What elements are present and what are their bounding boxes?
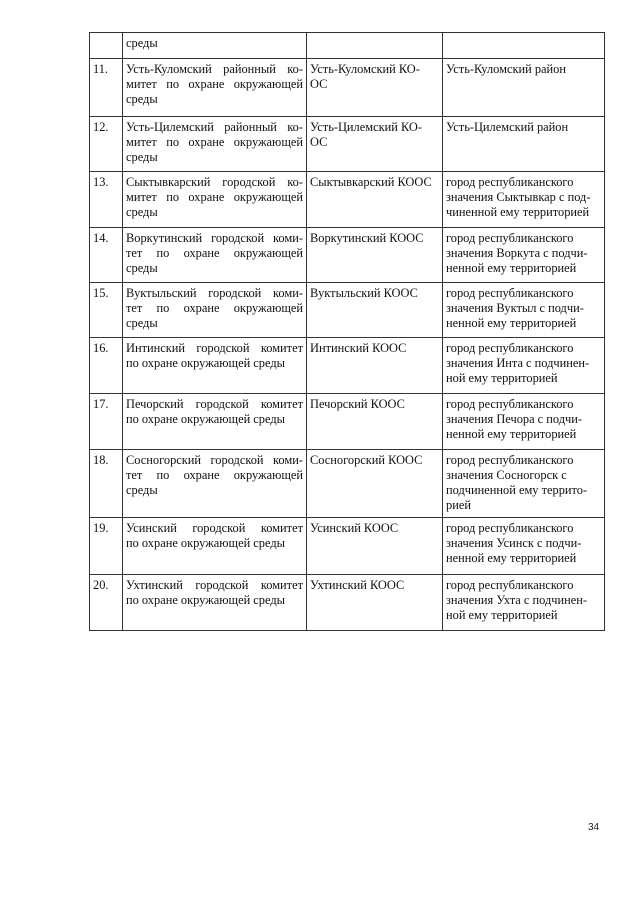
table-row xyxy=(90,33,605,59)
table-row xyxy=(90,394,605,450)
territory-cell xyxy=(443,117,605,172)
committee-name-line: Сыктывкарский городской ко- xyxy=(126,175,303,189)
committee-abbreviation-line: Сосногорский КООС xyxy=(310,453,423,467)
committee-abbreviation-cell xyxy=(307,518,443,575)
committee-abbreviation-line: Воркутинский КООС xyxy=(310,231,424,245)
row-number-cell xyxy=(90,59,123,117)
committee-name-line: тет по охране окружающей xyxy=(126,301,303,315)
territory-line: ненной ему территорией xyxy=(446,316,577,330)
committee-name-cell xyxy=(123,450,307,518)
territory-line: рией xyxy=(446,498,471,512)
row-number: 12. xyxy=(93,120,109,134)
territory-line: город республиканского xyxy=(446,453,574,467)
territory-cell xyxy=(443,394,605,450)
row-number-cell xyxy=(90,228,123,283)
table-row xyxy=(90,172,605,228)
committee-abbreviation-cell xyxy=(307,575,443,631)
row-number-cell xyxy=(90,33,123,59)
committee-abbreviation-cell xyxy=(307,228,443,283)
committee-name-line: митет по охране окружающей xyxy=(126,135,303,149)
committee-name-line: по охране окружающей среды xyxy=(126,593,285,607)
committee-name-line: Ухтинский городской комитет xyxy=(126,578,303,592)
committee-name-line: среды xyxy=(126,316,158,330)
committee-name-cell xyxy=(123,33,307,59)
territory-cell xyxy=(443,59,605,117)
committee-name-cell xyxy=(123,117,307,172)
committee-name-cell xyxy=(123,518,307,575)
committee-name-line: Усинский городской комитет xyxy=(126,521,303,535)
table-row xyxy=(90,283,605,338)
territory-line: значения Усинск с подчи- xyxy=(446,536,582,550)
territory-line: значения Сосногорск с xyxy=(446,468,567,482)
territory-line: город республиканского xyxy=(446,521,574,535)
territory-line: значения Инта с подчинен- xyxy=(446,356,590,370)
committee-abbreviation-line: Усть-Куломский КО- xyxy=(310,62,420,76)
table-row xyxy=(90,59,605,117)
row-number: 16. xyxy=(93,341,109,355)
page-number: 34 xyxy=(588,822,600,833)
territory-line: значения Ухта с подчинен- xyxy=(446,593,588,607)
committee-name-line: митет по охране окружающей xyxy=(126,77,303,91)
committee-abbreviation-cell xyxy=(307,172,443,228)
committee-abbreviation-cell xyxy=(307,394,443,450)
committee-abbreviation-cell xyxy=(307,338,443,394)
committee-name-line: Вуктыльский городской коми- xyxy=(126,286,303,300)
committee-name-line: Усть-Куломский районный ко- xyxy=(126,62,303,76)
row-number: 18. xyxy=(93,453,109,467)
committee-abbreviation-cell xyxy=(307,117,443,172)
committee-abbreviation-line: Интинский КООС xyxy=(310,341,407,355)
committee-name-line: среды xyxy=(126,205,158,219)
territory-line: чиненной ему территорией xyxy=(446,205,590,219)
committee-name-cell xyxy=(123,228,307,283)
territory-line: значения Печора с подчи- xyxy=(446,412,583,426)
territory-line: ненной ему территорией xyxy=(446,261,577,275)
committee-name-line: среды xyxy=(126,483,158,497)
table-row xyxy=(90,228,605,283)
territory-cell xyxy=(443,338,605,394)
territory-line: ной ему территорией xyxy=(446,371,558,385)
committee-name-cell xyxy=(123,59,307,117)
committee-name-cell xyxy=(123,394,307,450)
committee-table-body xyxy=(90,33,605,631)
committee-name-line: тет по охране окружающей xyxy=(126,468,303,482)
territory-line: Усть-Цилемский район xyxy=(446,120,569,134)
committee-abbreviation-cell xyxy=(307,33,443,59)
territory-cell xyxy=(443,172,605,228)
committee-name-line: Сосногорский городской коми- xyxy=(126,453,303,467)
territory-cell xyxy=(443,228,605,283)
row-number-cell xyxy=(90,575,123,631)
territory-cell xyxy=(443,575,605,631)
committee-name-line: митет по охране окружающей xyxy=(126,190,303,204)
territory-line: город республиканского xyxy=(446,286,574,300)
committee-name-cell xyxy=(123,575,307,631)
territory-cell xyxy=(443,518,605,575)
committee-name-line: Воркутинский городской коми- xyxy=(126,231,303,245)
committee-name-cell xyxy=(123,283,307,338)
territory-line: город республиканского xyxy=(446,397,574,411)
row-number: 11. xyxy=(93,62,109,76)
territory-cell xyxy=(443,450,605,518)
committee-name-line: Интинский городской комитет xyxy=(126,341,303,355)
committee-table xyxy=(89,32,605,631)
committee-name-line: среды xyxy=(126,150,158,164)
row-number-cell xyxy=(90,338,123,394)
committee-abbreviation-cell xyxy=(307,450,443,518)
row-number: 15. xyxy=(93,286,109,300)
territory-cell xyxy=(443,33,605,59)
row-number: 13. xyxy=(93,175,109,189)
committee-name-line: Печорский городской комитет xyxy=(126,397,303,411)
row-number-cell xyxy=(90,450,123,518)
territory-line: ненной ему территорией xyxy=(446,551,577,565)
committee-abbreviation-line: Сыктывкарский КООС xyxy=(310,175,432,189)
committee-abbreviation-line: ОС xyxy=(310,135,328,149)
committee-name-line: по охране окружающей среды xyxy=(126,412,285,426)
committee-name-line: тет по охране окружающей xyxy=(126,246,303,260)
committee-abbreviation-line: Печорский КООС xyxy=(310,397,405,411)
territory-line: город республиканского xyxy=(446,341,574,355)
row-number-cell xyxy=(90,283,123,338)
row-number: 19. xyxy=(93,521,109,535)
committee-name-line: Усть-Цилемский районный ко- xyxy=(126,120,303,134)
table-row xyxy=(90,117,605,172)
row-number-cell xyxy=(90,518,123,575)
row-number-cell xyxy=(90,172,123,228)
territory-cell xyxy=(443,283,605,338)
territory-line: подчиненной ему террито- xyxy=(446,483,588,497)
table-row xyxy=(90,575,605,631)
committee-name-cell xyxy=(123,338,307,394)
committee-name-cell xyxy=(123,172,307,228)
territory-line: город республиканского xyxy=(446,175,574,189)
committee-abbreviation-line: Вуктыльский КООС xyxy=(310,286,418,300)
row-number-cell xyxy=(90,394,123,450)
committee-name-line: по охране окружающей среды xyxy=(126,536,285,550)
territory-line: значения Вуктыл с подчи- xyxy=(446,301,584,315)
row-number: 20. xyxy=(93,578,109,592)
committee-abbreviation-line: ОС xyxy=(310,77,328,91)
row-number: 17. xyxy=(93,397,109,411)
committee-abbreviation-line: Усинский КООС xyxy=(310,521,399,535)
committee-abbreviation-line: Ухтинский КООС xyxy=(310,578,405,592)
committee-name-line: среды xyxy=(126,92,158,106)
row-number: 14. xyxy=(93,231,109,245)
committee-abbreviation-cell xyxy=(307,59,443,117)
territory-line: ной ему территорией xyxy=(446,608,558,622)
territory-line: значения Сыктывкар с под- xyxy=(446,190,591,204)
committee-name-line: среды xyxy=(126,261,158,275)
committee-name-line: по охране окружающей среды xyxy=(126,356,285,370)
territory-line: значения Воркута с подчи- xyxy=(446,246,588,260)
committee-abbreviation-cell xyxy=(307,283,443,338)
territory-line: город республиканского xyxy=(446,578,574,592)
row-number-cell xyxy=(90,117,123,172)
table-row xyxy=(90,518,605,575)
table-row xyxy=(90,338,605,394)
territory-line: город республиканского xyxy=(446,231,574,245)
committee-abbreviation-line: Усть-Цилемский КО- xyxy=(310,120,422,134)
territory-line: ненной ему территорией xyxy=(446,427,577,441)
committee-name-line: среды xyxy=(126,36,158,50)
table-row xyxy=(90,450,605,518)
territory-line: Усть-Куломский район xyxy=(446,62,566,76)
